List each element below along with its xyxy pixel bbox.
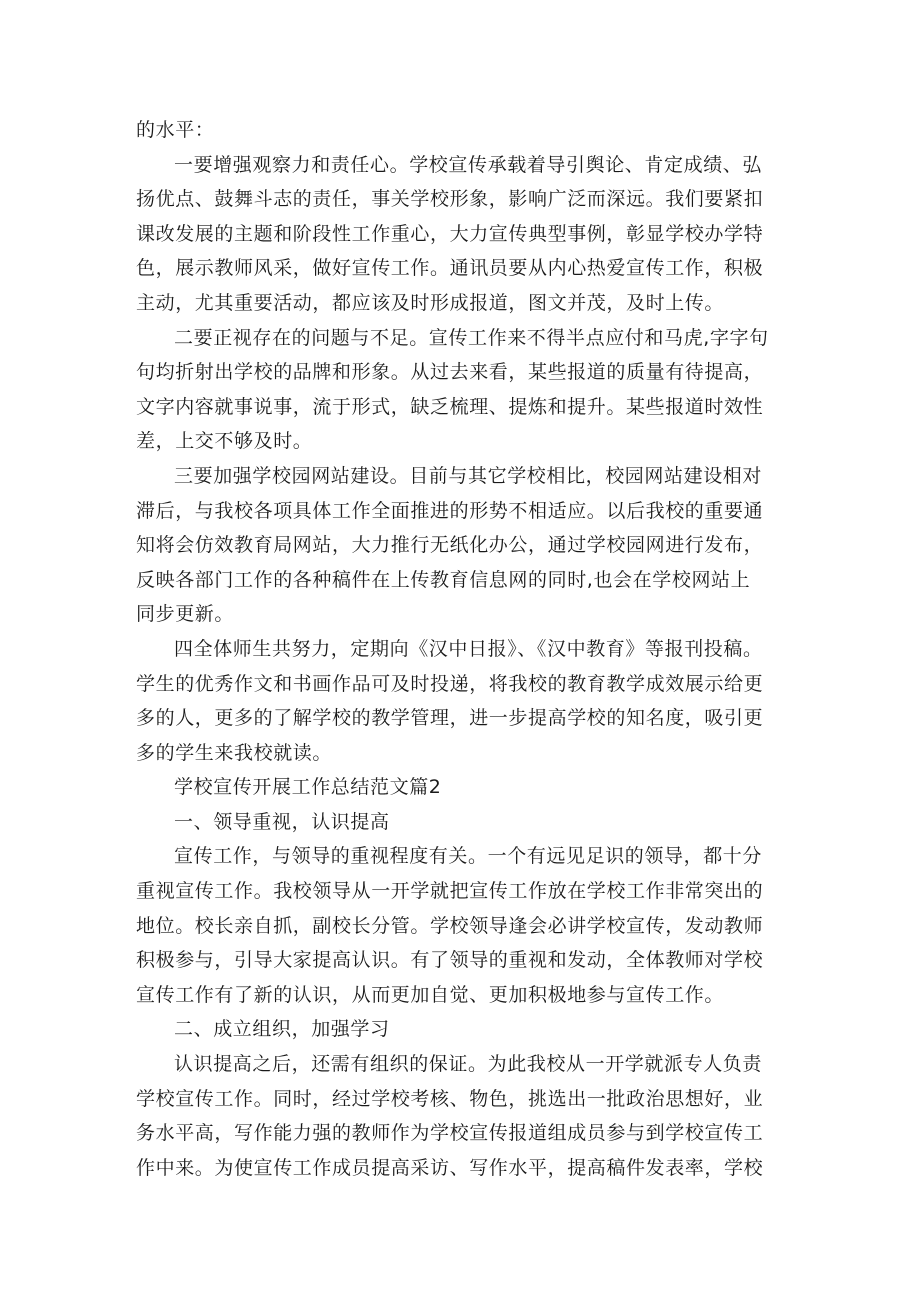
text-line: 作中来。为使宣传工作成员提高采访、写作水平，提高稿件发表率，学校 [136, 1156, 764, 1179]
paragraph [136, 839, 786, 1012]
text-line: 多的人，更多的了解学校的教学管理，进一步提高学校的知名度，吸引更 [136, 707, 764, 730]
text-line: 文字内容就事说事，流于形式，缺乏梳理、提炼和提升。某些报道时效性 [136, 395, 764, 418]
text-line: 学校宣传开展工作总结范文篇2 [174, 776, 442, 799]
section-heading [136, 770, 786, 805]
text-line: 重视宣传工作。我校领导从一开学就把宣传工作放在学校工作非常突出的 [136, 880, 764, 903]
text-line: 差，上交不够及时。 [136, 430, 313, 453]
paragraph [136, 632, 786, 770]
text-line: 地位。校长亲自抓，副校长分管。学校领导逢会必讲学校宣传，发动教师 [136, 914, 764, 937]
text-line: 扬优点、鼓舞斗志的责任，事关学校形象，影响广泛而深远。我们要紧扣 [136, 188, 764, 211]
text-line: 滞后，与我校各项具体工作全面推进的形势不相适应。以后我校的重要通 [136, 499, 764, 522]
paragraph [136, 1047, 786, 1185]
text-line: 多的学生来我校就读。 [136, 741, 333, 764]
section-heading [136, 805, 786, 840]
paragraph-continuation [136, 113, 786, 148]
paragraph [136, 321, 786, 459]
text-line: 积极参与，引导大家提高认识。有了领导的重视和发动，全体教师对学校 [136, 949, 764, 972]
document-body [136, 113, 786, 1185]
text-line: 学校宣传工作。同时，经过学校考核、物色，挑选出一批政治思想好，业 [136, 1087, 764, 1110]
paragraph [136, 148, 786, 321]
text-line: 宣传工作，与领导的重视程度有关。一个有远见足识的领导，都十分 [174, 845, 763, 868]
text-line: 三要加强学校园网站建设。目前与其它学校相比，校园网站建设相对 [174, 464, 763, 487]
text-line: 句均折射出学校的品牌和形象。从过去来看，某些报道的质量有待提高， [136, 361, 764, 384]
text-line: 主动，尤其重要活动，都应该及时形成报道，图文并茂，及时上传。 [136, 291, 725, 314]
text-line: 宣传工作有了新的认识，从而更加自觉、更加积极地参与宣传工作。 [136, 983, 725, 1006]
text-line: 学生的优秀作文和书画作品可及时投递，将我校的教育教学成效展示给更 [136, 672, 764, 695]
text-line: 同步更新。 [136, 603, 235, 626]
text-line: 二要正视存在的问题与不足。宣传工作来不得半点应付和马虎,字字句 [174, 326, 769, 349]
text-line: 务水平高，写作能力强的教师作为学校宣传报道组成员参与到学校宣传工 [136, 1122, 764, 1145]
text-line: 四全体师生共努力，定期向《汉中日报》、《汉中教育》等报刊投稿。 [174, 637, 763, 660]
text-line: 色，展示教师风采，做好宣传工作。通讯员要从内心热爱宣传工作，积极 [136, 257, 764, 280]
text-line: 的水平： [136, 119, 215, 141]
text-line: 反映各部门工作的各种稿件在上传教育信息网的同时,也会在学校网站上 [136, 568, 751, 591]
text-line: 一要增强观察力和责任心。学校宣传承载着导引舆论、肯定成绩、弘 [174, 153, 763, 176]
section-heading [136, 1012, 786, 1047]
text-line: 二、成立组织，加强学习 [174, 1018, 390, 1041]
text-line: 知将会仿效教育局网站，大力推行无纸化办公，通过学校园网进行发布， [136, 534, 764, 557]
paragraph [136, 459, 786, 632]
text-line: 认识提高之后，还需有组织的保证。为此我校从一开学就派专人负责 [174, 1053, 763, 1076]
text-line: 课改发展的主题和阶段性工作重心，大力宣传典型事例，彰显学校办学特 [136, 222, 764, 245]
text-line: 一、领导重视，认识提高 [174, 810, 390, 833]
